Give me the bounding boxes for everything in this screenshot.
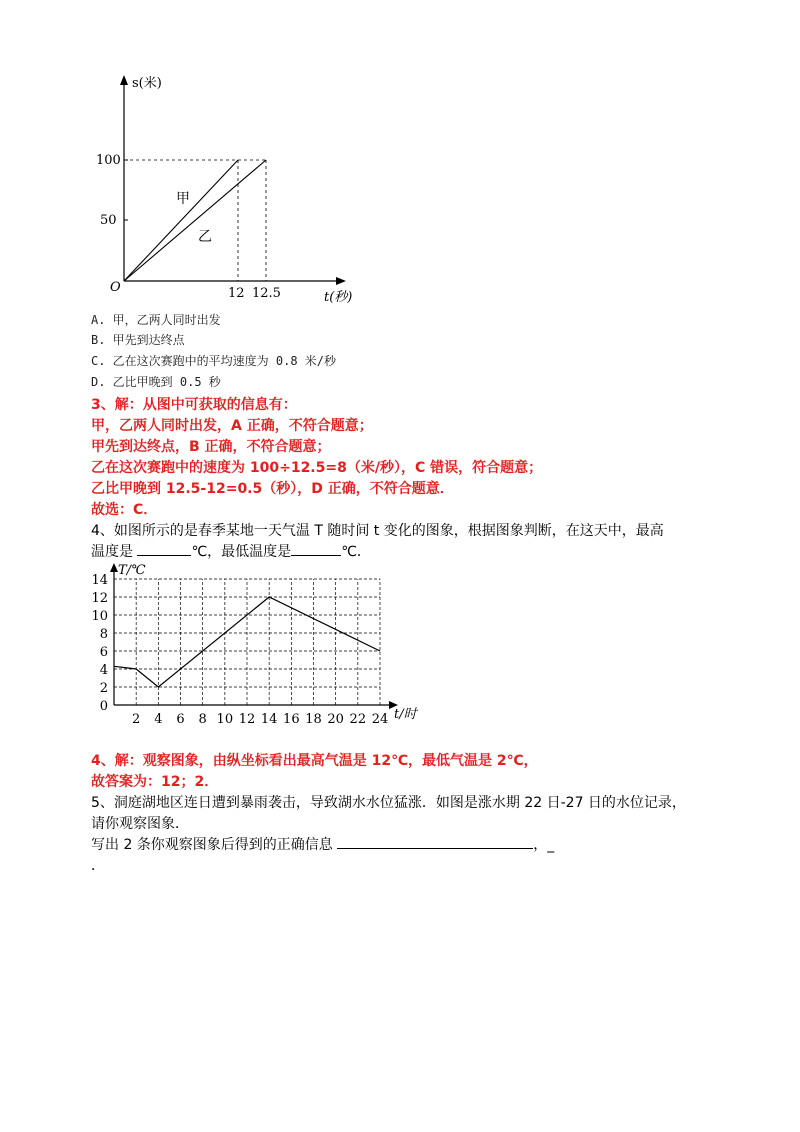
y-tick-label: 6 <box>99 645 108 660</box>
solution3-line-3: 甲先到达终点，B 正确，不符合题意； <box>91 439 331 455</box>
y-tick-label: 4 <box>99 663 108 678</box>
race-distance-time-chart <box>96 65 370 310</box>
x-tick-label-12: 12 <box>228 286 245 301</box>
series-yi-label: 乙 <box>198 229 212 245</box>
option-c: C. 乙在这次赛跑中的平均速度为 0.8 米/秒 <box>91 354 337 368</box>
x-tick-label: 18 <box>305 712 322 727</box>
question4-text-b: ℃，最低温度是 <box>191 544 292 560</box>
answer-blank-max[interactable] <box>137 541 191 556</box>
question4-line-1: 4、如图所示的是春季某地一天气温 T 随时间 t 变化的图象，根据图象判断，在这天中，最高 <box>91 523 664 539</box>
y-tick-label: 14 <box>91 573 108 588</box>
option-d: D. 乙比甲晚到 0.5 秒 <box>91 375 221 389</box>
y-tick-label: 12 <box>91 591 108 606</box>
x-tick-label: 22 <box>349 712 367 727</box>
y-axis-arrow <box>120 75 128 85</box>
question4-line-2 <box>91 541 371 561</box>
y-tick-label: 10 <box>91 609 108 624</box>
y-tick-label-50: 50 <box>100 213 117 228</box>
solution3-line-2: 甲，乙两人同时出发，A 正确，不符合题意； <box>91 418 373 434</box>
question5-line-4: ． <box>91 858 105 874</box>
series-yi-line <box>124 160 266 281</box>
option-a: A. 甲，乙两人同时出发 <box>91 313 221 327</box>
y-tick-label: 0 <box>99 699 108 714</box>
answer-blank-min[interactable] <box>291 541 341 556</box>
x-axis-label: t(秒) <box>324 290 353 305</box>
x-tick-label: 6 <box>176 712 185 727</box>
x-tick-label: 12 <box>238 712 256 727</box>
question5-line-1: 5、洞庭湖地区连日遭到暴雨袭击，导致湖水水位猛涨．如图是涨水期 22 日-27 日的水位记录， <box>91 795 686 811</box>
x-tick-label: 16 <box>283 712 300 727</box>
question5-text-a: 写出 2 条你观察图象后得到的正确信息 <box>91 837 338 853</box>
question4-text-c: ℃． <box>341 544 371 560</box>
y-tick-label: 2 <box>99 681 108 696</box>
origin-label: O <box>110 280 121 295</box>
x-tick-label: 20 <box>327 712 344 727</box>
x-tick-label-12-5: 12.5 <box>252 286 281 301</box>
temperature-time-chart <box>88 560 433 730</box>
solution4-line-2: 故答案为：12；2． <box>91 774 219 790</box>
x-tick-label: 10 <box>216 712 234 727</box>
y-axis-label: T/℃ <box>118 563 146 578</box>
y-axis-arrow <box>110 563 118 572</box>
x-tick-label: 14 <box>260 712 278 727</box>
x-tick-label: 8 <box>198 712 207 727</box>
series-jia-label: 甲 <box>176 191 190 207</box>
solution3-line-4: 乙在这次赛跑中的速度为 100÷12.5=8（米/秒），C 错误，符合题意； <box>91 460 543 476</box>
y-tick-label: 8 <box>99 627 108 642</box>
answer-blank-info[interactable] <box>337 834 533 849</box>
x-axis-arrow <box>336 277 346 285</box>
solution3-line-1: 3、解：从图中可获取的信息有： <box>91 397 297 413</box>
question4-text-a: 温度是 <box>91 544 138 560</box>
x-tick-label: 4 <box>154 712 163 727</box>
x-tick-label: 2 <box>132 712 141 727</box>
question5-line-2: 请你观察图象． <box>91 816 189 832</box>
question5-line-3 <box>91 834 554 854</box>
solution4-line-1: 4、解：观察图象，由纵坐标看出最高气温是 12℃，最低气温是 2℃， <box>91 753 538 769</box>
y-tick-label-100: 100 <box>96 153 121 168</box>
x-tick-label: 24 <box>371 712 389 727</box>
series-jia-line <box>124 160 238 281</box>
solution3-line-6: 故选：C． <box>91 502 158 518</box>
solution3-line-5: 乙比甲晚到 12.5-12=0.5（秒），D 正确，不符合题意． <box>91 481 454 497</box>
option-b: B. 甲先到达终点 <box>91 333 185 347</box>
y-axis-label: s(米) <box>132 76 162 91</box>
question5-text-b: ，_ <box>533 837 555 853</box>
x-axis-label: t/时 <box>394 707 417 722</box>
